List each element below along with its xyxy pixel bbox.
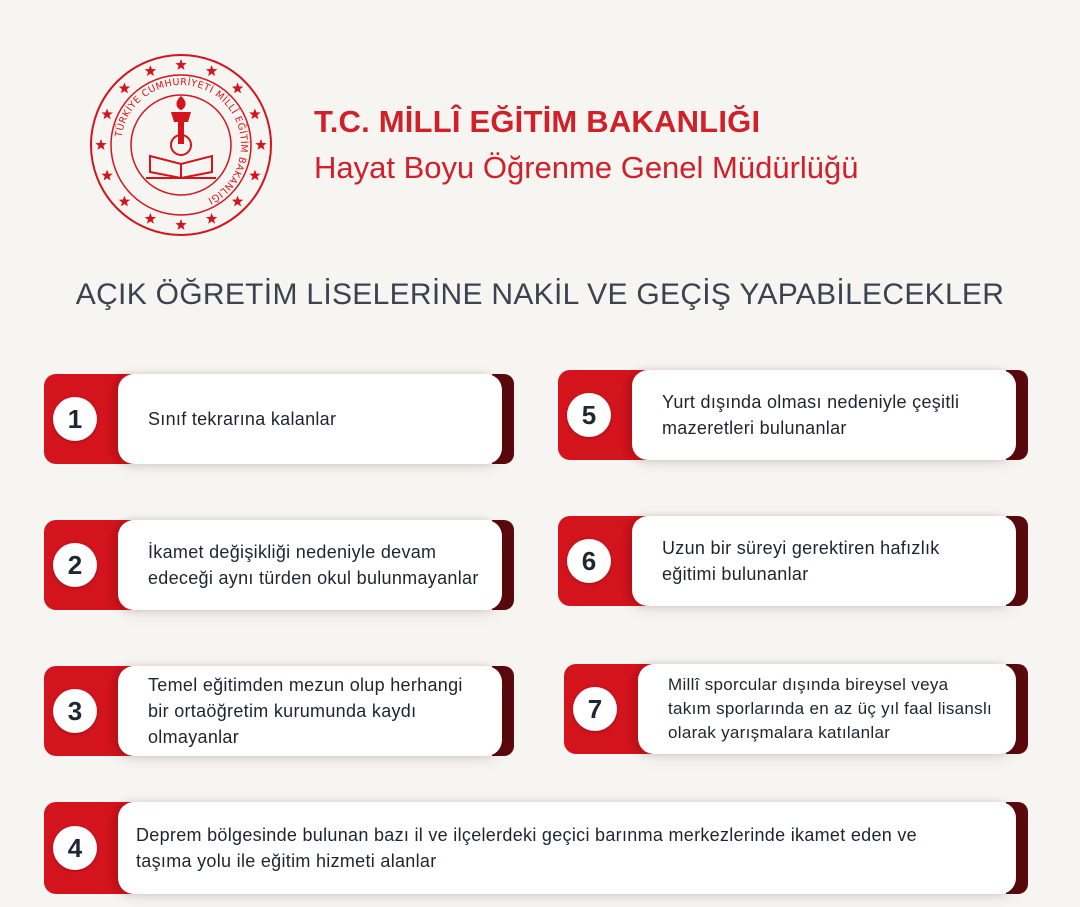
seal-star-icon	[101, 170, 112, 181]
seal-star-icon	[175, 59, 186, 70]
list-item-6	[558, 516, 1028, 606]
item-number-badge: 7	[573, 687, 617, 731]
item-number-badge: 1	[53, 397, 97, 441]
list-item-4	[44, 802, 1028, 894]
item-text: Millî sporcular dışında bireysel veya takım sporlarında en az üç yıl faal lisanslı olarak yarışmalara katılanlar	[668, 675, 993, 742]
item-number-badge: 2	[53, 543, 97, 587]
item-text: İkamet değişikliği nedeniyle devam edeceği aynı türden okul bulunmayanlar	[148, 542, 479, 588]
seal-star-icon	[145, 65, 156, 76]
seal-star-icon	[145, 213, 156, 224]
seal-star-icon	[206, 65, 217, 76]
seal-star-icon	[206, 213, 217, 224]
seal-star-icon	[119, 196, 130, 207]
seal-star-icon	[101, 108, 112, 119]
item-number-badge: 3	[53, 689, 97, 733]
list-item-7	[564, 664, 1028, 754]
item-text: Deprem bölgesinde bulunan bazı il ve ilçelerdeki geçici barınma merkezlerinde ikamet eden ve taşıma yolu ile eğitim hizmeti alanlar	[136, 825, 917, 871]
item-text: Sınıf tekrarına kalanlar	[148, 409, 337, 429]
item-text: Temel eğitimden mezun olup herhangi bir ortaöğretim kurumunda kaydı olmayanlar	[148, 675, 463, 747]
seal-star-icon	[249, 170, 260, 181]
list-item-5	[558, 370, 1028, 460]
seal-star-icon	[95, 139, 106, 150]
seal-star-icon	[249, 108, 260, 119]
page-headline: AÇIK ÖĞRETİM LİSELERİNE NAKİL VE GEÇİŞ YAPABİLECEKLER	[75, 278, 1005, 311]
seal-star-icon	[119, 82, 130, 93]
ministry-title: T.C. MİLLÎ EĞİTİM BAKANLIĞI	[314, 104, 761, 139]
svg-text:TÜRKİYE CUMHURİYETİ MİLLÎ EĞİT: TÜRKİYE CUMHURİYETİ MİLLÎ EĞİTİM BAKANLIĞI	[113, 76, 250, 207]
item-number-badge: 4	[53, 826, 97, 870]
seal-star-icon	[232, 196, 243, 207]
item-number-badge: 6	[567, 539, 611, 583]
list-item-3	[44, 666, 514, 756]
seal-star-icon	[232, 82, 243, 93]
item-text: Yurt dışında olması nedeniyle çeşitli mazeretleri bulunanlar	[662, 392, 960, 438]
item-number-badge: 5	[567, 393, 611, 437]
ministry-seal-logo	[88, 52, 274, 238]
department-subtitle: Hayat Boyu Öğrenme Genel Müdürlüğü	[314, 150, 859, 185]
list-item-2	[44, 520, 514, 610]
seal-star-icon	[255, 139, 266, 150]
item-text: Uzun bir süreyi gerektiren hafızlık eğitimi bulunanlar	[662, 538, 940, 584]
list-item-1	[44, 374, 514, 464]
seal-star-icon	[175, 219, 186, 230]
